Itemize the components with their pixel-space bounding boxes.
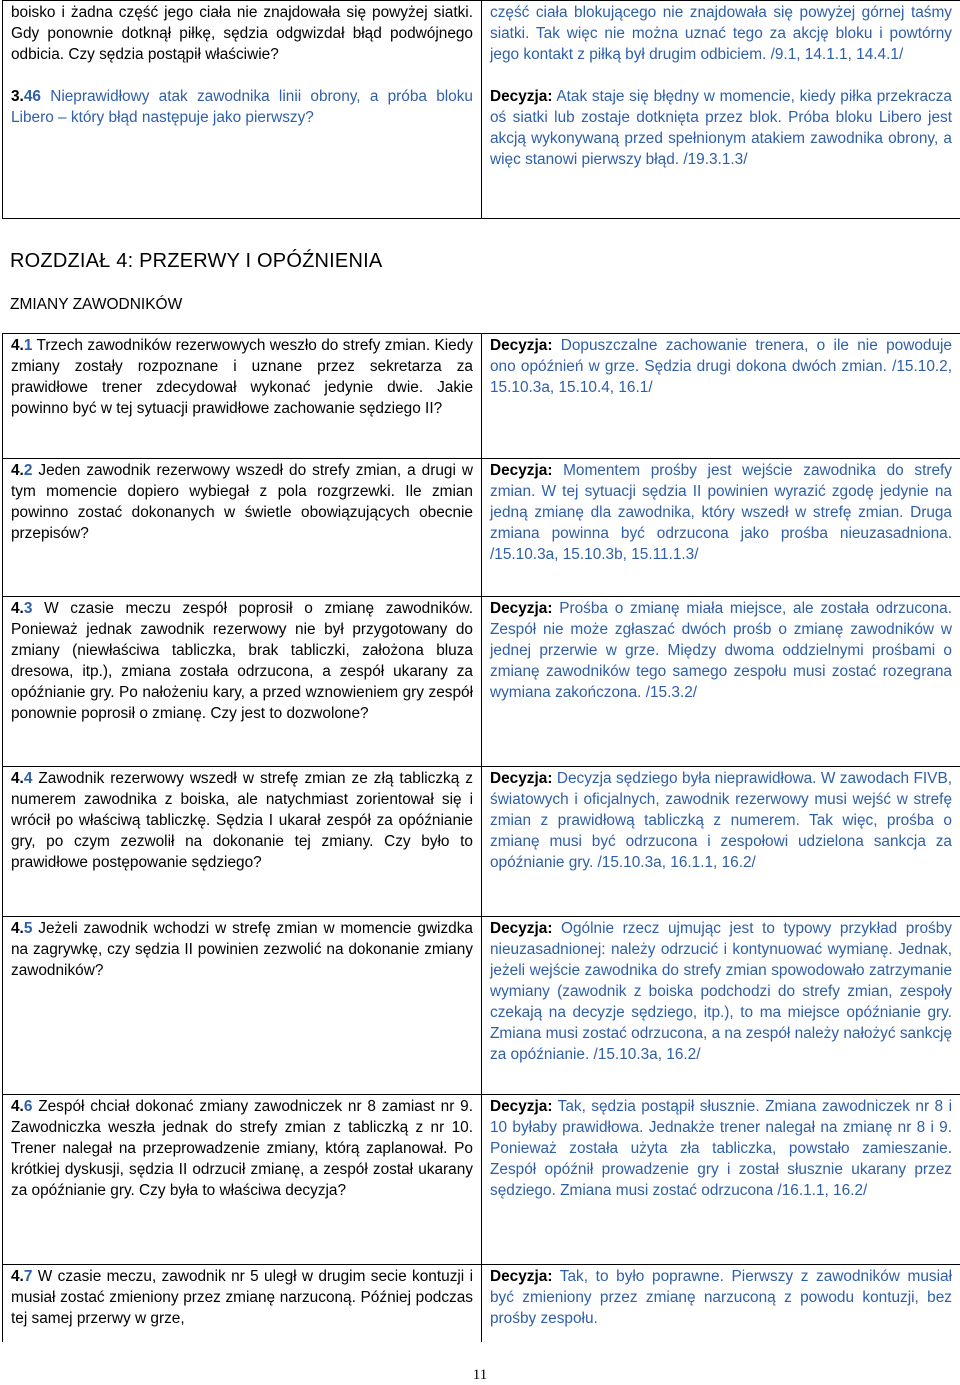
question-text: W czasie meczu, zawodnik nr 5 uległ w drugim secie kontuzji i musiał zostać zmieniony przez zmianę narzuconą. Później podczas tej samej przerwy w grze, xyxy=(11,1268,473,1327)
question-number: 4.5 xyxy=(11,920,33,937)
table-row xyxy=(3,597,960,767)
decision-label: Decyzja: xyxy=(490,770,553,787)
decision-label: Decyzja: xyxy=(490,1098,553,1115)
question-number: 4.4 xyxy=(11,770,33,787)
question-text: Jeden zawodnik rezerwowy wszedł do strefy zmian, a drugi w tym momencie dopiero wybiegał z pola rozgrzewki. Ile zmian powinno zostać dokonanych w świetle obowiązujących obecnie przepisów? xyxy=(11,462,473,542)
decision-label: Decyzja: xyxy=(490,88,553,105)
prev-question-continuation: boisko i żadna część jego ciała nie znajdowała się powyżej siatki. Gdy ponownie dotknął piłkę, sędzia odgwizdał błąd podwójnego odbicia. Czy sędzia postąpił właściwie? xyxy=(11,4,473,63)
decision-label: Decyzja: xyxy=(490,1268,553,1285)
table-row xyxy=(3,1095,960,1265)
decision-text: Prośba o zmianę miała miejsce, ale została odrzucona. Zespół nie może zgłaszać dwóch prośb o zmianę zawodników w jednej przerwie w grze. Między dwoma oddzielnymi prośbami o zmianę zawodników tego samego zespołu musi zostać rozegrana wymiana zakończona. /15.3.2/ xyxy=(490,600,952,701)
continued-table xyxy=(2,0,960,219)
decision-cell xyxy=(482,459,960,597)
decision-text: Decyzja sędziego była nieprawidłowa. W zawodach FIVB, światowych i oficjalnych, zawodnik rezerwowy musi wejść w strefę zmian z prawidłową tabliczką z numerem. Tak więc, prośba o zmianę musi być odrzucona i zespołowi udzielona sankcja za opóźnianie gry. /15.10.3a, 16.1.1, 16.2/ xyxy=(490,770,952,871)
question-text: Zawodnik rezerwowy wszedł w strefę zmian ze złą tabliczką z numerem zawodnika z boiska, ale natychmiast zorientował się i wrócił po właściwą tabliczkę. Sędzia I ukarał zespół za opóźnianie gry, po czym zezwolił na dokonanie tej zmiany. Czy było to prawidłowe postępowanie sędziego? xyxy=(11,770,473,871)
decision-text: Tak, to było poprawne. Pierwszy z zawodników musiał być zmieniony przez zmianę narzuconą z powodu kontuzji, bez prośby zespołu. xyxy=(490,1268,952,1327)
question-cell xyxy=(3,459,482,597)
chapter-title: ROZDZIAŁ 4: PRZERWY I OPÓŹNIENIA xyxy=(10,250,383,272)
table-row xyxy=(3,459,960,597)
decision-cell xyxy=(482,917,960,1095)
decision-label: Decyzja: xyxy=(490,600,553,617)
question-cell xyxy=(3,334,482,459)
decision-cell xyxy=(482,597,960,767)
decision-label: Decyzja: xyxy=(490,337,553,354)
question-cell xyxy=(3,1095,482,1265)
prev-answer-cell xyxy=(482,1,960,219)
decision-text: Atak staje się błędny w momencie, kiedy piłka przekracza oś siatki lub zostaje dotknięta przez blok. Próba bloku Libero jest akcją wykonywaną przed spełnionym atakiem zawodnika obrony, a więc stanowi pierwszy błąd. /19.3.1.3/ xyxy=(490,88,952,168)
question-number: 4.3 xyxy=(11,600,33,617)
decision-text: Momentem prośby jest wejście zawodnika do strefy zmian. W tej sytuacji sędzia II powinien wyrazić zgodę jedynie na jedną zmianę dla zawodnika, który wszedł w strefę zmian. Druga zmiana powinna być odrzucona jako prośba nieuzasadniona. /15.10.3a, 15.10.3b, 15.11.1.3/ xyxy=(490,462,952,563)
table-row xyxy=(3,767,960,917)
prev-question-cell xyxy=(3,1,482,219)
question-3-46 xyxy=(11,86,473,128)
question-text: Zespół chciał dokonać zmiany zawodniczek nr 8 zamiast nr 9. Zawodniczka weszła jednak do strefy zmian z tabliczką z nr 10. Trener nalegał na przeprowadzenie zmiany, którą zaplanował. Po krótkiej dyskusji, sędzia II odrzucił zmianę, a zespół został ukarany za opóźnianie gry. Czy była to właściwa decyzja? xyxy=(11,1098,473,1199)
page-number: 11 xyxy=(472,1367,488,1383)
prev-answer-continuation: część ciała blokującego nie znajdowała się powyżej górnej taśmy siatki. Tak więc nie można uznać tego za akcję bloku i powtórny jego kontakt z piłką był drugim odbiciem. /9.1, 14.1.1, 14.4.1/ xyxy=(490,4,952,63)
section-title: ZMIANY ZAWODNIKÓW xyxy=(10,296,183,313)
question-number: 4.7 xyxy=(11,1268,33,1285)
question-number: 4.6 xyxy=(11,1098,33,1115)
decision-cell xyxy=(482,1265,960,1343)
question-cell xyxy=(3,1265,482,1343)
question-number: 3.46 xyxy=(11,88,41,105)
question-number: 4.1 xyxy=(11,337,33,354)
question-text: Trzech zawodników rezerwowych weszło do strefy zmian. Kiedy zmiany zostały rozpoznane i uznane przez sekretarza za prawidłowe trener zdecydował wykonać jedynie dwie. Jakie powinno być w tej sytuacji prawidłowe zachowanie sędziego II? xyxy=(11,337,473,417)
decision-cell xyxy=(482,1095,960,1265)
decision-text: Ogólnie rzecz ujmując jest to typowy przykład prośby nieuzasadnionej: należy odrzucić i kontynuować wymianę. Jednak, jeżeli wejście zawodnika do strefy zmian spowodowało zatrzymanie wymiany (zawodnik z boiska podchodzi do strefy zmian, zespoły czekają na decyzje sędziego, itp.), to ma miejsce opóźnianie gry. Zmiana musi zostać odrzucona, a na zespół należy nałożyć sankcję za opóźnianie. /15.10.3a, 16.2/ xyxy=(490,920,952,1063)
decision-cell xyxy=(482,767,960,917)
question-cell xyxy=(3,767,482,917)
decision-text: Dopuszczalne zachowanie trenera, o ile nie powoduje ono opóźnień w grze. Sędzia drugi dokona dwóch zmian. /15.10.2, 15.10.3a, 15.10.4, 16.1/ xyxy=(490,337,952,396)
decision-text: Tak, sędzia postąpił słusznie. Zmiana zawodniczek nr 8 i 10 byłaby prawidłowa. Jednakże trener nalegał na zmianę nr 8 i 9. Ponieważ została użyta zła tabliczka, powstało zamieszanie. Zespół opóźnił prowadzenie gry i został słusznie ukarany przez sędziego. Zmiana musi zostać odrzucona /16.1.1, 16.2/ xyxy=(490,1098,952,1199)
decision-label: Decyzja: xyxy=(490,462,553,479)
question-cell xyxy=(3,597,482,767)
decision-label: Decyzja: xyxy=(490,920,553,937)
table-row xyxy=(3,334,960,459)
question-number: 4.2 xyxy=(11,462,33,479)
question-text: W czasie meczu zespół poprosił o zmianę zawodników. Ponieważ jednak zawodnik rezerwowy nie był przygotowany do zmiany (niewłaściwa tabliczka, brak tabliczki, założona bluza dresowa, itp.), zmiana została odrzucona, a zespół ukarany za opóźnianie gry. Po nałożeniu kary, a przed wznowieniem gry zespół ponownie poprosił o zmianę. Czy jest to dozwolone? xyxy=(11,600,473,722)
substitutions-table xyxy=(2,333,960,1342)
question-cell xyxy=(3,917,482,1095)
table-row xyxy=(3,1265,960,1343)
decision-3-46 xyxy=(490,86,952,170)
decision-cell xyxy=(482,334,960,459)
question-text: Nieprawidłowy atak zawodnika linii obrony, a próba bloku Libero – który błąd następuje jako pierwszy? xyxy=(11,88,473,126)
question-text: Jeżeli zawodnik wchodzi w strefę zmian w momencie gwizdka na zagrywkę, czy sędzia II powinien zezwolić na dokonanie zmiany zawodników? xyxy=(11,920,473,979)
table-row xyxy=(3,917,960,1095)
